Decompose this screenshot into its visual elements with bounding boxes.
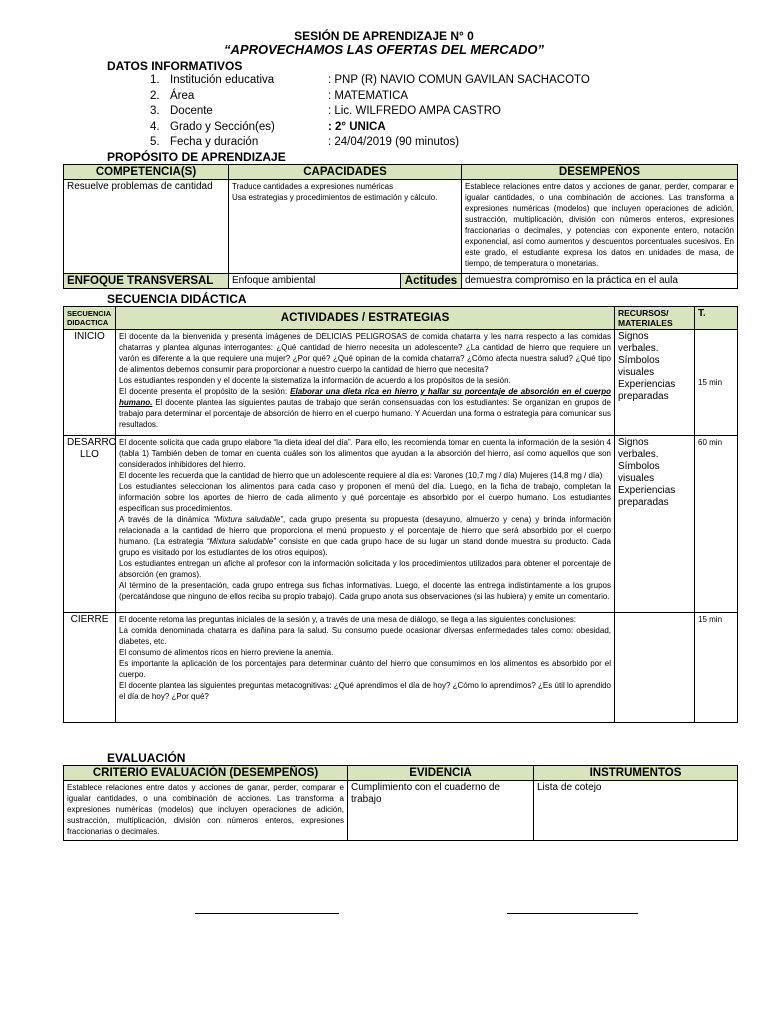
info-value: : PNP (R) NAVIO COMUN GAVILAN SACHACOTO [328, 74, 590, 86]
info-label: Docente [170, 105, 213, 117]
recurso-item: Símbolos visuales [618, 461, 660, 484]
info-label: Institución educativa [170, 74, 275, 86]
info-value: : Lic. WILFREDO AMPA CASTRO [328, 105, 501, 117]
activity-paragraph [119, 514, 611, 558]
header-capacidades: CAPACIDADES [229, 165, 462, 180]
instrumento-text: Lista de cotejo [537, 782, 602, 793]
cierre-recursos [615, 613, 695, 723]
criterio-cell [64, 781, 348, 841]
activity-paragraph: El docente plantea las siguientes preguntas metacognitivas: ¿Qué aprendimos el día de hoy? ¿Cómo lo aprendimos? ¿Es útil lo aprendido el día de hoy? ¿Por qué? [119, 681, 611, 701]
header-secuencia: SECUENCIA DIDACTICA [64, 307, 116, 330]
info-value: : MATEMATICA [328, 90, 409, 102]
recurso-item: Signos verbales. [618, 437, 659, 460]
evaluacion-heading: EVALUACIÓN [107, 751, 186, 765]
recurso-item: Símbolos visuales [618, 355, 660, 378]
activity-paragraph: Los estudiantes entregan un afiche al profesor con la información solicitada y los procedimientos utilizados para obtener el porcentaje de absorción (en gramos). [119, 559, 611, 579]
desarrollo-activities [116, 436, 615, 613]
cierre-tiempo: 15 min [695, 613, 738, 723]
secuencia-heading: SECUENCIA DIDÁCTICA [107, 292, 247, 306]
activity-text: El docente presenta el propósito de la sesión: [119, 387, 291, 396]
activity-paragraph: Los estudiantes responden y el docente la sistematiza la información de acuerdo a los propósitos de la sesión. [119, 376, 511, 385]
activity-paragraph: La comida denominada chatarra es dañina para la salud. Su consumo puede ocasionar diversas enfermedades tales como: obesidad, diabetes, etc. [119, 626, 611, 646]
header-competencia: COMPETENCIA(S) [64, 165, 229, 180]
info-label: Área [170, 90, 195, 102]
evidencia-text: Cumplimiento con el cuaderno de trabajo [351, 782, 500, 805]
desempeno-cell [462, 180, 738, 274]
dinamica-name: “Mixtura saludable” [213, 515, 283, 524]
desempeno-text: Establece relaciones entre datos y acciones de ganar, perder, comparar e igualar cantidades, o una combinación de acciones. Las transforma a expresiones numéricas (modelos) que incluyen operaciones de adición, sustracción, multiplicación, división con números enteros, expresiones fraccionarias o decimales, y potencias con exponente entero, notación exponencial, así como aumentos y descuentos porcentuales sucesivos. En este grado, el estudiante expresa los datos en unidades de masa, de tiempo, de temperatura o monetarias. [465, 182, 734, 268]
capacidad-item: Usa estrategias y procedimientos de estimación y cálculo. [232, 193, 438, 202]
info-number: 2. [150, 90, 160, 102]
info-label: Grado y Sección(es) [170, 121, 275, 133]
activity-paragraph: Es importante la aplicación de los porcentajes para determinar cuánto del hierro que consumimos en los alimentos es absorbido por el cuerpo. [119, 659, 611, 679]
actitudes-value: demuestra compromiso en la práctica en el aula [462, 274, 738, 289]
proposito-heading: PROPÓSITO DE APRENDIZAJE [107, 150, 286, 164]
phase-inicio: INICIO [64, 330, 116, 436]
activity-paragraph: Los estudiantes seleccionan los alimentos para cada caso y proponen el menú del día. Luego, en la ficha de trabajo, completan la información sobre los aportes de hierro de cada alimento y qué porcentaje es absorbido por el cuerpo humano. Los estudiantes especifican sus procedimientos. [119, 482, 611, 513]
info-label: Fecha y duración [170, 136, 259, 148]
header-evidencia: EVIDENCIA [348, 766, 534, 781]
session-subtitle: “APROVECHAMOS LAS OFERTAS DEL MERCADO” [224, 42, 544, 57]
datos-heading: DATOS INFORMATIVOS [107, 59, 243, 73]
recurso-item: Experiencias preparadas [618, 379, 676, 402]
signature-line-left [195, 913, 339, 914]
inicio-tiempo: 15 min [695, 330, 738, 436]
inicio-recursos [615, 330, 695, 436]
info-number: 4. [150, 121, 160, 133]
recurso-item: Experiencias preparadas [618, 485, 676, 508]
activity-text: consiste en que cada grupo hace de su lugar un stand donde muestra su producto. Cada grupo es visitado por los estudiantes de los otros equipos). [119, 537, 611, 557]
activity-text: A través de la dinámica [119, 515, 214, 524]
evaluacion-table [63, 765, 738, 841]
evidencia-cell [348, 781, 534, 841]
recurso-item: Signos verbales. [618, 331, 659, 354]
desarrollo-recursos [615, 436, 695, 613]
header-desempenos: DESEMPEÑOS [462, 165, 738, 180]
activity-paragraph: El consumo de alimentos ricos en hierro previene la anemia. [119, 648, 334, 657]
info-number: 1. [150, 74, 160, 86]
signature-line-right [507, 913, 638, 914]
header-actividades: ACTIVIDADES / ESTRATEGIAS [116, 307, 615, 330]
dinamica-name: “Mixtura saludable” [206, 537, 276, 546]
activity-paragraph: Al término de la presentación, cada grupo entrega sus fichas informativas. Luego, el docente las entrega indistintamente a los grupos (percatándose que ninguno de ellos reciba su propio trabajo). Cada grupo anota sus observaciones (si las hubiera) y emite un comentario. [119, 581, 611, 601]
info-row-institucion [150, 72, 590, 88]
info-value: : 2° UNICA [328, 121, 386, 133]
info-row-grado [150, 119, 386, 135]
phase-cierre: CIERRE [64, 613, 116, 723]
desarrollo-tiempo: 60 min [695, 436, 738, 613]
header-recursos: RECURSOS/ MATERIALES [615, 307, 695, 330]
header-instrumentos: INSTRUMENTOS [534, 766, 738, 781]
info-row-docente [150, 103, 501, 119]
activity-paragraph: El docente les recuerda que la cantidad de hierro que un adolescente requiere al día es: Varones (10,7 mg / día) Mujeres (14,8 mg / día) [119, 471, 603, 480]
phase-desarrollo: DESARRO LLO [64, 436, 116, 613]
activity-text: El docente plantea las siguientes pautas de trabajo que serán consensuadas con los estudiantes: Se organizan en grupos de trabajo para determinar el porcentaje de absorción de hierro en el cuerpo humano. Y Acuerdan una forma o estrategia para comunicar sus resultados. [119, 398, 611, 429]
capacidad-item: Traduce cantidades a expresiones numéricas [232, 182, 394, 191]
info-number: 5. [150, 136, 160, 148]
proposito-table [63, 164, 738, 289]
actitudes-label: Actitudes [401, 274, 462, 289]
secuencia-table [63, 306, 738, 723]
activity-paragraph: El docente da la bienvenida y presenta imágenes de DELICIAS PELIGROSAS de comida chatarra y les narra respecto a las comidas chatarras y plantea algunas interrogantes: ¿Qué cantidad de hierro necesita un adolescente? ¿La cantidad de hierro que requiere un varón es diferente a la que requiere una mujer? ¿Por qué? ¿Qué opinan de la comida chatarra? ¿Cómo afecta nuestra salud? ¿Qué tipo de alimentos debemos consumir para proporcionar a nuestro cuerpo la cantidad de hierro que necesita? [119, 332, 611, 374]
header-criterio: CRITERIO EVALUACIÓN (DESEMPEÑOS) [64, 766, 348, 781]
competencia-cell [64, 180, 229, 274]
info-number: 3. [150, 105, 160, 117]
activity-text: , cada grupo presenta su propuesta (desayuno, almuerzo y cena) y brinda información relacionada a la cantidad de hierro que proporciona el menú propuesto y el porcentaje de hierro que será absorbido por el cuerpo humano. (La estrategia [119, 515, 612, 546]
session-title: SESIÓN DE APRENDIZAJE N° 0 [294, 29, 474, 43]
cierre-activities [116, 613, 615, 723]
instrumento-cell [534, 781, 738, 841]
activity-paragraph [119, 386, 611, 430]
competencia-text: Resuelve problemas de cantidad [67, 181, 213, 192]
enfoque-label: ENFOQUE TRANSVERSAL [64, 274, 229, 289]
info-row-fecha [150, 134, 460, 150]
criterio-text: Establece relaciones entre datos y acciones de ganar, perder, comparar e igualar cantidades, o una combinación de acciones. Las transforma a expresiones numéricas (modelos) que incluyen operaciones de adición, sustracción, multiplicación, división con números enteros, expresiones fraccionarias o decimales. [67, 783, 344, 836]
capacidades-cell [229, 180, 462, 274]
info-value: : 24/04/2019 (90 minutos) [328, 136, 460, 148]
inicio-activities [116, 330, 615, 436]
header-tiempo: T. [695, 307, 738, 330]
enfoque-value: Enfoque ambiental [229, 274, 401, 289]
activity-paragraph: El docente retoma las preguntas iniciales de la sesión y, a través de una mesa de diálogo, se llega a las siguientes conclusiones: [119, 615, 577, 624]
info-row-area [150, 88, 409, 104]
activity-paragraph: El docente solicita que cada grupo elabore “la dieta ideal del día”. Para ello, les recomienda tomar en cuenta la información de la sesión 4 (tabla 1) También deben de tomar en cuenta cuáles son los alimentos que ayudan a la absorción del hierro, así como aquellos que son considerados inhibidores del hierro. [119, 438, 611, 469]
proposito-sesion: Elaborar una dieta rica en hierro y hallar su porcentaje de absorción en el cuerpo humano. [119, 387, 611, 407]
